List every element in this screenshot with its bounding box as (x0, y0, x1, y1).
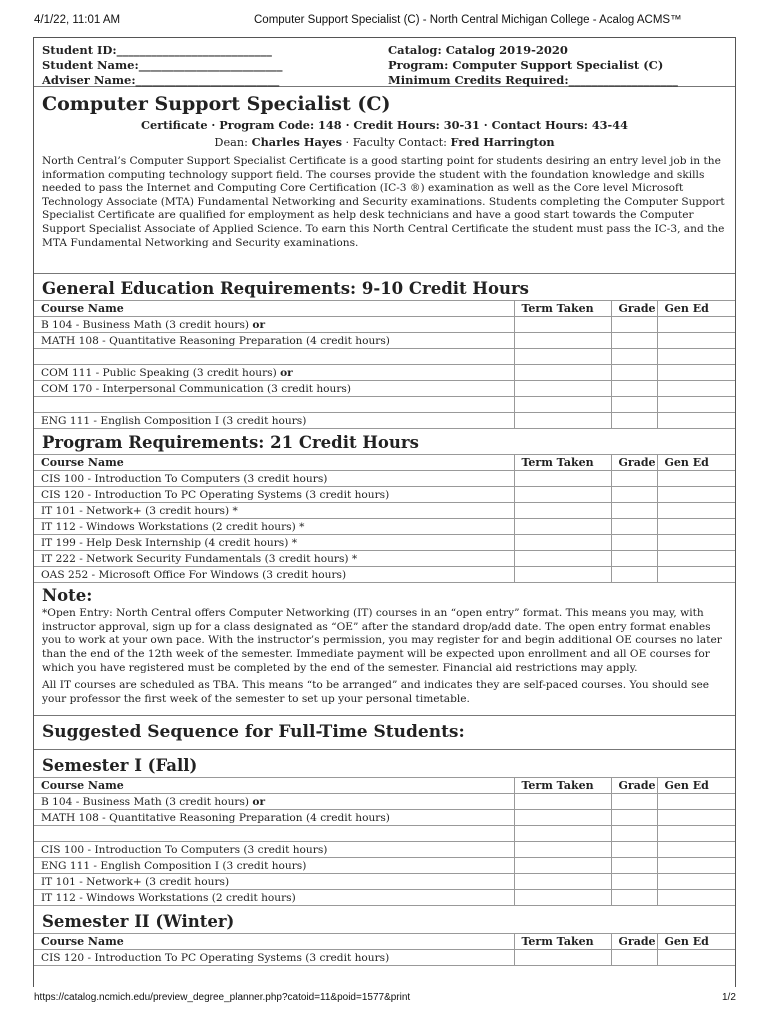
program-req-heading: Program Requirements: 21 Credit Hours (42, 433, 419, 453)
grade-header: Grade (611, 455, 657, 471)
table-header-row (34, 455, 736, 471)
gen-ed-cell (657, 381, 736, 397)
course-name-cell (34, 874, 514, 890)
program-description: North Central’s Computer Support Specialist Certificate is a good starting point for students desiring an entry level job in the information computing technology support field. The courses provide the student with the foundation knowledge and skills needed to pass the Internet and Computing Core Certification (IC-3 ®) examination as well as the Core level Microsoft Technology Associate (MTA) Fundamental Networking and Security examinations. Students completing the Computer Support Specialist Certificate are qualified for employment as help desk technicians and have a good start towards the Computer Support Specialist Associate of Applied Science. To earn this North Central Certificate the student must pass the IC-3, and the MTA Fundamental Networking and Security examinations. (42, 155, 725, 249)
term-taken-cell (514, 487, 611, 503)
grade-cell (611, 810, 657, 826)
gen-ed-cell (657, 397, 736, 413)
course-name-cell (34, 567, 514, 583)
course-name-header: Course Name (34, 778, 514, 794)
grade-cell (611, 551, 657, 567)
grade-cell (611, 487, 657, 503)
grade-cell (611, 333, 657, 349)
term-taken-cell (514, 567, 611, 583)
course-name-cell (34, 487, 514, 503)
course-name: B 104 - Business Math (3 credit hours) (41, 795, 250, 808)
grade-header: Grade (611, 778, 657, 794)
table-row (34, 333, 736, 349)
course-name: OAS 252 - Microsoft Office For Windows (3 credit hours) (41, 568, 347, 581)
course-name-cell (34, 397, 514, 413)
page-title: Computer Support Specialist (C) (42, 93, 391, 115)
course-name-cell (34, 551, 514, 567)
table-row (34, 365, 736, 381)
program-overview (34, 91, 735, 250)
or-connector: or (252, 318, 266, 331)
gen-ed-cell (657, 503, 736, 519)
gen-ed-header: Gen Ed (657, 301, 736, 317)
term-taken-cell (514, 413, 611, 429)
term-taken-cell (514, 349, 611, 365)
grade-cell (611, 365, 657, 381)
grade-cell (611, 519, 657, 535)
course-name-cell (34, 826, 514, 842)
course-name-cell (34, 810, 514, 826)
program-contacts: Dean: Charles Hayes · Faculty Contact: Fred Harrington (214, 135, 555, 149)
grade-cell (611, 381, 657, 397)
table-row (34, 810, 736, 826)
term-taken-cell (514, 381, 611, 397)
grade-header: Grade (611, 934, 657, 950)
term-taken-cell (514, 471, 611, 487)
note-open-entry: *Open Entry: North Central offers Computer Networking (IT) courses in an “open entry” format. This means you may, with instructor approval, sign up for a class designated as “OE” after the standard drop/add date. The open entry format enables you to work at your own pace. With the instructor’s permission, you may register for and begin additional OE courses no later than the end of the 12th week of the semester. Immediate payment will be expected upon enrollment and all OE courses for which you have registered must be completed by the end of the semester. Financial aid restrictions may apply. (42, 607, 722, 674)
term-taken-header: Term Taken (514, 934, 611, 950)
table-row (34, 842, 736, 858)
page-number: 1/2 (722, 992, 736, 1003)
gen-ed-cell (657, 365, 736, 381)
course-name: IT 199 - Help Desk Internship (4 credit hours) * (41, 536, 298, 549)
term-taken-cell (514, 551, 611, 567)
course-name: ENG 111 - English Composition I (3 credit hours) (41, 414, 307, 427)
table-header-row (34, 778, 736, 794)
course-name-cell (34, 503, 514, 519)
course-name: ENG 111 - English Composition I (3 credit hours) (41, 859, 307, 872)
semester-1-heading: Semester I (Fall) (42, 756, 198, 776)
gen-ed-cell (657, 567, 736, 583)
gen-ed-header: Gen Ed (657, 778, 736, 794)
grade-cell (611, 858, 657, 874)
grade-cell (611, 890, 657, 906)
grade-cell (611, 503, 657, 519)
gen-ed-cell (657, 519, 736, 535)
table-row (34, 413, 736, 429)
term-taken-cell (514, 503, 611, 519)
course-name: IT 112 - Windows Workstations (2 credit hours) * (41, 520, 305, 533)
term-taken-cell (514, 874, 611, 890)
grade-cell (611, 413, 657, 429)
course-name-cell (34, 349, 514, 365)
course-name: MATH 108 - Quantitative Reasoning Preparation (4 credit hours) (41, 811, 390, 824)
gen-ed-header: Gen Ed (657, 934, 736, 950)
term-taken-cell (514, 890, 611, 906)
term-taken-cell (514, 535, 611, 551)
course-name: MATH 108 - Quantitative Reasoning Preparation (4 credit hours) (41, 334, 390, 347)
table-row (34, 567, 736, 583)
course-name-cell (34, 471, 514, 487)
course-name: IT 101 - Network+ (3 credit hours) * (41, 504, 238, 517)
grade-header: Grade (611, 301, 657, 317)
grade-cell (611, 842, 657, 858)
gen-ed-cell (657, 858, 736, 874)
gen-ed-cell (657, 317, 736, 333)
table-row (34, 794, 736, 810)
note-section (34, 585, 735, 706)
print-date: 4/1/22, 11:01 AM (34, 14, 121, 26)
note-tba: All IT courses are scheduled as TBA. This means “to be arranged” and indicates they are self-paced courses. You should see your professor the first week of the semester to set up your personal timetable. (42, 679, 710, 705)
gen-ed-cell (657, 826, 736, 842)
gen-ed-table (34, 300, 736, 429)
term-taken-cell (514, 397, 611, 413)
term-taken-header: Term Taken (514, 301, 611, 317)
term-taken-header: Term Taken (514, 778, 611, 794)
gen-ed-cell (657, 535, 736, 551)
course-name-header: Course Name (34, 301, 514, 317)
course-name: B 104 - Business Math (3 credit hours) (41, 318, 250, 331)
semester-1-table (34, 777, 736, 906)
grade-cell (611, 349, 657, 365)
table-row (34, 397, 736, 413)
term-taken-header: Term Taken (514, 455, 611, 471)
course-name-cell (34, 858, 514, 874)
term-taken-cell (514, 333, 611, 349)
grade-cell (611, 794, 657, 810)
sequence-heading: Suggested Sequence for Full-Time Students: (42, 722, 465, 743)
term-taken-cell (514, 826, 611, 842)
table-row (34, 349, 736, 365)
course-name: IT 222 - Network Security Fundamentals (3 credit hours) * (41, 552, 358, 565)
table-row (34, 471, 736, 487)
gen-ed-heading: General Education Requirements: 9-10 Credit Hours (42, 279, 529, 299)
gen-ed-cell (657, 551, 736, 567)
term-taken-cell (514, 858, 611, 874)
or-connector: or (280, 366, 293, 379)
grade-cell (611, 567, 657, 583)
gen-ed-cell (657, 842, 736, 858)
course-name-cell (34, 950, 514, 966)
course-name-cell (34, 317, 514, 333)
student-id-field: Student ID:___________________________ (42, 43, 272, 57)
gen-ed-cell (657, 950, 736, 966)
semester-2-table (34, 933, 736, 966)
student-info (34, 38, 735, 87)
gen-ed-cell (657, 890, 736, 906)
table-row (34, 858, 736, 874)
table-row (34, 503, 736, 519)
course-name-cell (34, 333, 514, 349)
note-heading: Note: (42, 586, 93, 606)
table-header-row (34, 934, 736, 950)
gen-ed-cell (657, 810, 736, 826)
program-req-table (34, 454, 736, 583)
table-row (34, 950, 736, 966)
term-taken-cell (514, 317, 611, 333)
table-header-row (34, 301, 736, 317)
course-name-cell (34, 842, 514, 858)
page-header (0, 14, 770, 30)
course-name-header: Course Name (34, 455, 514, 471)
table-row (34, 535, 736, 551)
term-taken-cell (514, 519, 611, 535)
course-name-header: Course Name (34, 934, 514, 950)
course-name: IT 112 - Windows Workstations (2 credit hours) (41, 891, 296, 904)
course-name: COM 111 - Public Speaking (3 credit hours) (41, 366, 277, 379)
gen-ed-cell (657, 413, 736, 429)
table-row (34, 874, 736, 890)
table-row (34, 826, 736, 842)
grade-cell (611, 471, 657, 487)
table-row (34, 519, 736, 535)
gen-ed-cell (657, 349, 736, 365)
table-row (34, 381, 736, 397)
faculty-contact: Fred Harrington (450, 135, 555, 149)
student-name-field: Student Name:_________________________ (42, 58, 283, 72)
catalog-label: Catalog: Catalog 2019-2020 (388, 43, 568, 57)
term-taken-cell (514, 950, 611, 966)
term-taken-cell (514, 842, 611, 858)
gen-ed-cell (657, 333, 736, 349)
grade-cell (611, 826, 657, 842)
course-name: CIS 120 - Introduction To PC Operating Systems (3 credit hours) (41, 951, 390, 964)
gen-ed-cell (657, 874, 736, 890)
course-name-cell (34, 890, 514, 906)
grade-cell (611, 535, 657, 551)
course-name: IT 101 - Network+ (3 credit hours) (41, 875, 230, 888)
table-row (34, 890, 736, 906)
course-name: CIS 100 - Introduction To Computers (3 credit hours) (41, 843, 328, 856)
course-name: CIS 100 - Introduction To Computers (3 credit hours) (41, 472, 328, 485)
course-name-cell (34, 794, 514, 810)
degree-planner (33, 37, 736, 987)
gen-ed-cell (657, 794, 736, 810)
term-taken-cell (514, 365, 611, 381)
or-connector: or (252, 795, 266, 808)
gen-ed-cell (657, 471, 736, 487)
table-row (34, 487, 736, 503)
program-meta: Certificate · Program Code: 148 · Credit Hours: 30-31 · Contact Hours: 43-44 (141, 118, 628, 132)
gen-ed-header: Gen Ed (657, 455, 736, 471)
grade-cell (611, 950, 657, 966)
gen-ed-cell (657, 487, 736, 503)
term-taken-cell (514, 810, 611, 826)
grade-cell (611, 397, 657, 413)
course-name: CIS 120 - Introduction To PC Operating Systems (3 credit hours) (41, 488, 390, 501)
term-taken-cell (514, 794, 611, 810)
course-name: COM 170 - Interpersonal Communication (3 credit hours) (41, 382, 351, 395)
table-row (34, 317, 736, 333)
grade-cell (611, 874, 657, 890)
course-name-cell (34, 519, 514, 535)
adviser-name-field: Adviser Name:_________________________ (42, 73, 280, 87)
course-name-cell (34, 365, 514, 381)
min-credits-field: Minimum Credits Required:___________________ (388, 73, 678, 87)
program-label: Program: Computer Support Specialist (C) (388, 58, 664, 72)
table-row (34, 551, 736, 567)
print-title: Computer Support Specialist (C) - North Central Michigan College - Acalog ACMS™ (254, 14, 682, 26)
dean-name: Charles Hayes (251, 135, 342, 149)
course-name-cell (34, 413, 514, 429)
grade-cell (611, 317, 657, 333)
page-url: https://catalog.ncmich.edu/preview_degree_planner.php?catoid=11&poid=1577&print (34, 992, 411, 1003)
semester-2-heading: Semester II (Winter) (42, 912, 235, 932)
course-name-cell (34, 381, 514, 397)
course-name-cell (34, 535, 514, 551)
